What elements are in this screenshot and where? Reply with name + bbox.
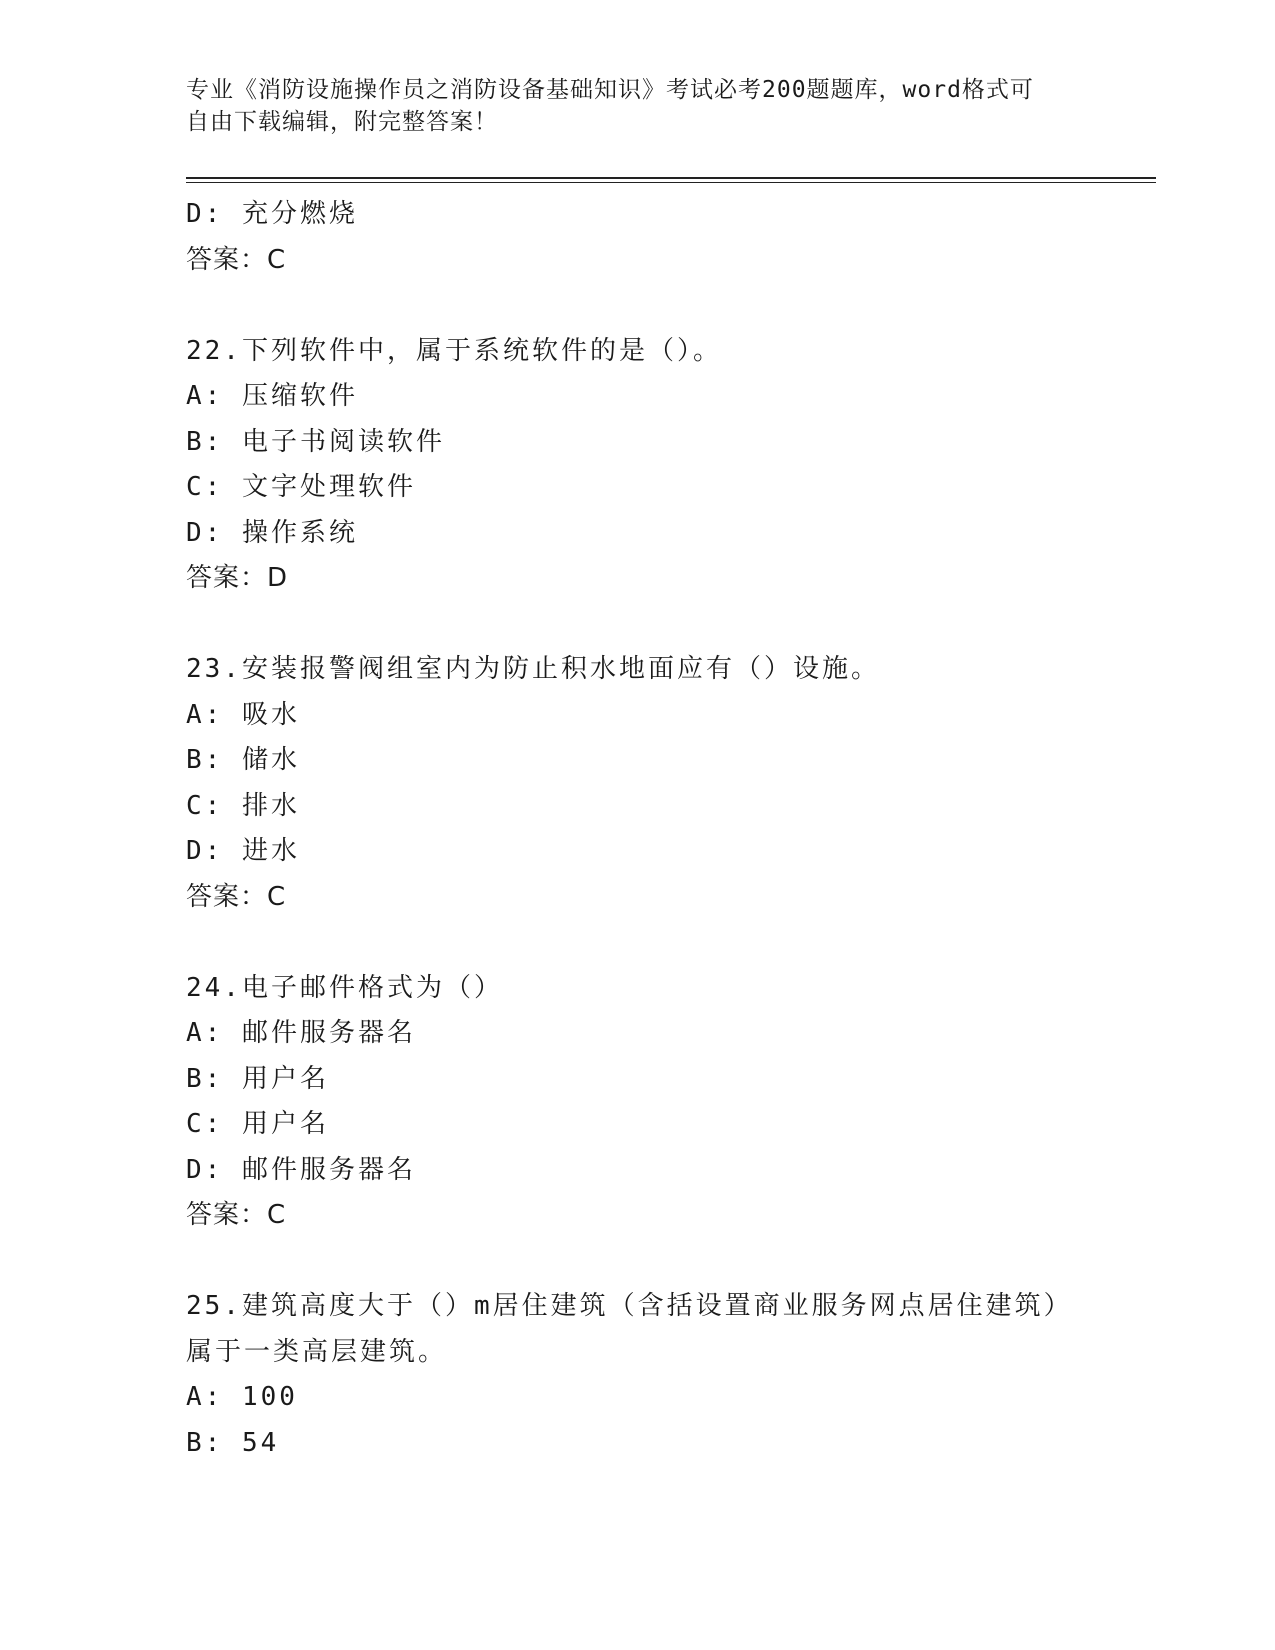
question-stem: 22.下列软件中，属于系统软件的是（）。 <box>186 335 722 366</box>
option-d: D: 操作系统 <box>186 517 358 548</box>
question-stem-line-1: 25.建筑高度大于（）m居住建筑（含括设置商业服务网点居住建筑） <box>186 1291 1073 1321</box>
option-d: D: 进水 <box>186 836 300 866</box>
question-stem: 23.安装报警阀组室内为防止积水地面应有（）设施。 <box>186 654 880 684</box>
option-a: A: 100 <box>186 1382 298 1412</box>
option-a: A: 吸水 <box>186 699 300 730</box>
option-a: A: 邮件服务器名 <box>186 1018 416 1048</box>
option-d: D: 邮件服务器名 <box>186 1154 416 1185</box>
spacer <box>186 602 1086 648</box>
spacer <box>186 1239 1086 1285</box>
header-divider-thick <box>186 177 1156 179</box>
question-stem-line-2: 属于一类高层建筑。 <box>186 1336 448 1367</box>
option-d: D: 充分燃烧 <box>186 199 358 229</box>
option-b: B: 54 <box>186 1427 280 1458</box>
document-header <box>186 74 1086 138</box>
answer-line: 答案：C <box>186 244 287 275</box>
question-block-23 <box>186 647 1086 920</box>
option-c: C: 排水 <box>186 790 300 821</box>
header-divider-thin <box>186 182 1156 183</box>
answer-line: 答案：C <box>186 881 287 912</box>
header-line-2: 自由下载编辑，附完整答案！ <box>186 109 498 135</box>
answer-line: 答案：C <box>186 1200 287 1230</box>
question-block-24 <box>186 966 1086 1239</box>
question-list <box>186 192 1086 1466</box>
question-block-22 <box>186 329 1086 602</box>
spacer <box>186 920 1086 966</box>
header-line-1: 专业《消防设施操作员之消防设备基础知识》考试必考200题题库，word格式可 <box>186 77 1034 103</box>
option-b: B: 用户名 <box>186 1063 329 1094</box>
option-b: B: 电子书阅读软件 <box>186 426 445 457</box>
spacer <box>186 283 1086 329</box>
option-a: A: 压缩软件 <box>186 381 358 411</box>
option-c: C: 文字处理软件 <box>186 472 416 502</box>
option-b: B: 储水 <box>186 745 300 775</box>
question-stem: 24.电子邮件格式为（） <box>186 972 503 1003</box>
question-block-25 <box>186 1284 1086 1466</box>
answer-line: 答案：D <box>186 563 289 593</box>
question-block-21 <box>186 192 1086 283</box>
option-c: C: 用户名 <box>186 1109 329 1139</box>
